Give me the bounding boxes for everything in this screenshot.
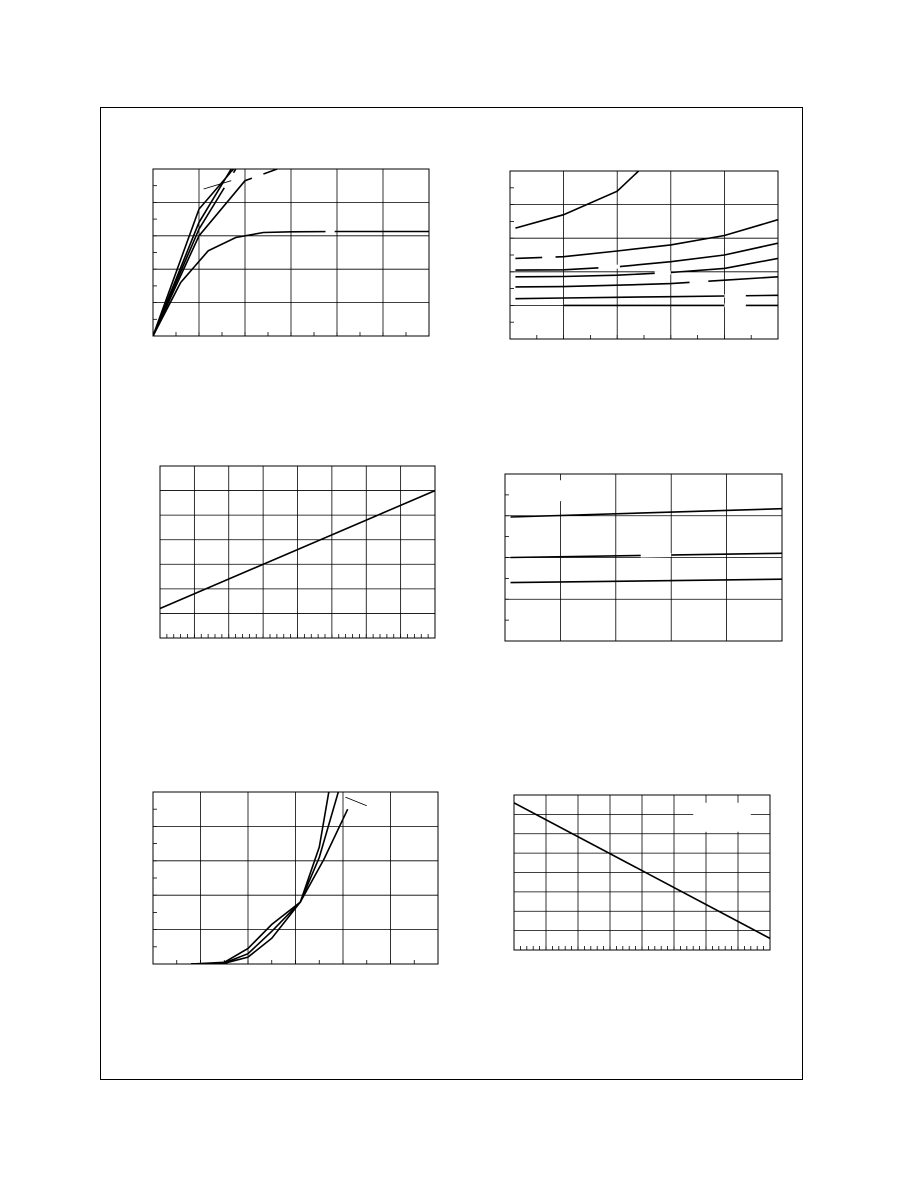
chart-2-series-1-line bbox=[515, 171, 638, 228]
chart-4-series-3-line bbox=[511, 579, 783, 582]
chart-2-plot-frame bbox=[510, 171, 778, 339]
chart-5-leader-arrow bbox=[345, 797, 366, 806]
chart-4-legend-box bbox=[524, 480, 566, 501]
chart-6-legend-box bbox=[693, 803, 751, 832]
chart-2-series-5-line bbox=[515, 277, 778, 287]
chart-2-series-5-gap-1 bbox=[690, 281, 709, 282]
chart-3-svg bbox=[160, 466, 435, 638]
chart-1-svg bbox=[153, 169, 429, 336]
chart-2-series-4-line bbox=[515, 258, 778, 276]
chart-4-svg bbox=[505, 474, 782, 641]
chart-2-series-4-gap-1 bbox=[655, 272, 671, 273]
chart-5-series-2-line bbox=[191, 792, 338, 964]
chart-2-series-3-gap-1 bbox=[598, 267, 619, 268]
chart-5-svg bbox=[153, 792, 438, 964]
chart-5-series-1-line bbox=[191, 792, 329, 964]
chart-1-series-4-gap-1 bbox=[252, 174, 264, 178]
chart-6-svg bbox=[514, 795, 770, 950]
chart-2-svg bbox=[510, 171, 778, 339]
chart-1-series-4-line bbox=[153, 169, 277, 336]
